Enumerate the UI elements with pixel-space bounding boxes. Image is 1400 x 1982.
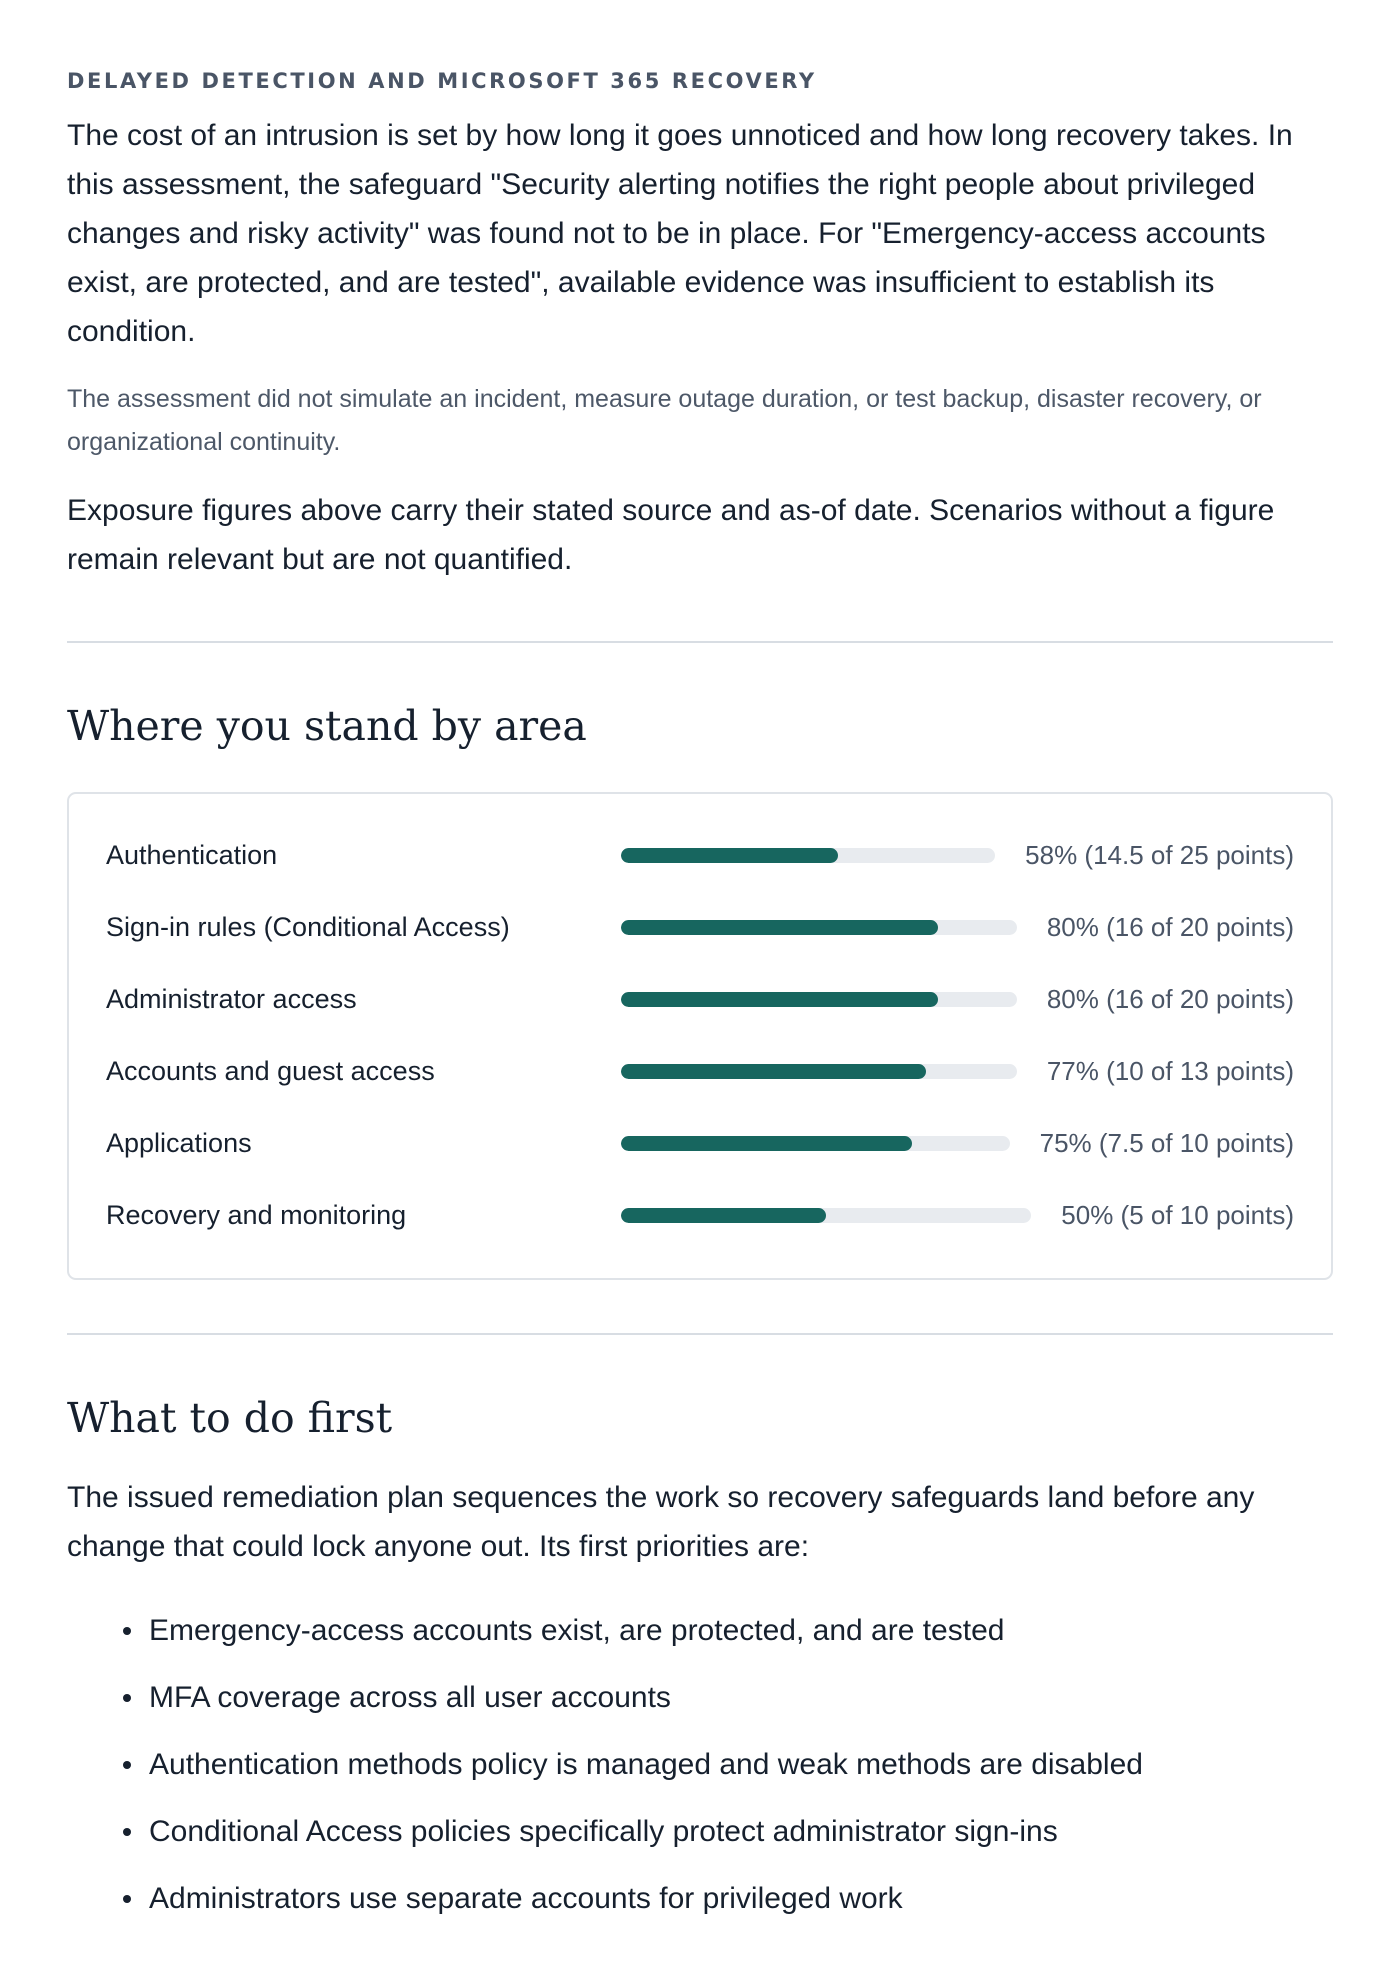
area-label: Authentication — [106, 839, 278, 870]
bullet-icon — [123, 1828, 131, 1836]
priority-text: MFA coverage across all user accounts — [149, 1680, 671, 1714]
detection-paragraph: The cost of an intrusion is set by how long it goes unnoticed and how long recovery takes. In this assessment, the safeguard "Security alerting notifies the right people about privileged changes and risky activity" was found not to be in place. For "Emergency-access accounts exist, are protected, and are tested", available evidence was insufficient to establish its condition. — [67, 119, 1293, 348]
area-scores-card — [67, 792, 1333, 1280]
bullet-icon — [123, 1895, 131, 1903]
area-progress-fill — [621, 1064, 926, 1079]
priority-text: Authentication methods policy is managed and weak methods are disabled — [149, 1747, 1143, 1781]
assessment-scope-note: The assessment did not simulate an incident, measure outage duration, or test backup, disaster recovery, or organizational continuity. — [67, 385, 1262, 456]
list-item — [67, 1597, 1333, 1664]
area-progress-fill — [621, 1136, 912, 1151]
list-item — [67, 1798, 1333, 1865]
priority-text: Conditional Access policies specifically protect administrator sign-ins — [149, 1814, 1058, 1848]
area-progress-track — [621, 1064, 1017, 1079]
priority-list — [67, 1597, 1333, 1932]
bullet-icon — [123, 1627, 131, 1635]
area-label: Recovery and monitoring — [106, 1199, 407, 1230]
bullet-icon — [123, 1761, 131, 1769]
area-score: 80% (16 of 20 points) — [1046, 983, 1294, 1014]
priority-text: Administrators use separate accounts for privileged work — [149, 1881, 903, 1915]
area-score: 80% (16 of 20 points) — [1046, 911, 1294, 942]
section-divider — [67, 1333, 1333, 1335]
list-item — [67, 1731, 1333, 1798]
list-item — [67, 1865, 1333, 1932]
area-row — [106, 1107, 1294, 1179]
area-row — [106, 1179, 1294, 1251]
list-item — [67, 1664, 1333, 1731]
bullet-icon — [123, 1694, 131, 1702]
area-progress-fill — [621, 1208, 826, 1223]
priority-text: Emergency-access accounts exist, are protected, and are tested — [149, 1613, 1005, 1647]
area-progress-fill — [621, 920, 938, 935]
area-progress-track — [621, 1136, 1010, 1151]
area-label: Accounts and guest access — [106, 1055, 435, 1086]
area-label: Sign-in rules (Conditional Access) — [106, 911, 510, 942]
area-row — [106, 963, 1294, 1035]
area-progress-fill — [621, 848, 838, 863]
area-row — [106, 819, 1294, 891]
area-progress-track — [621, 848, 995, 863]
area-label: Administrator access — [106, 983, 357, 1014]
area-label: Applications — [106, 1127, 252, 1158]
first-steps-title: What to do first — [67, 1394, 393, 1442]
area-score: 50% (5 of 10 points) — [1061, 1199, 1294, 1230]
area-score: 58% (14.5 of 25 points) — [1025, 839, 1294, 870]
area-progress-track — [621, 992, 1017, 1007]
area-score: 77% (10 of 13 points) — [1046, 1055, 1294, 1086]
area-row — [106, 891, 1294, 963]
area-score: 75% (7.5 of 10 points) — [1039, 1127, 1294, 1158]
area-progress-fill — [621, 992, 938, 1007]
standing-title: Where you stand by area — [67, 702, 587, 750]
first-steps-intro: The issued remediation plan sequences the work so recovery safeguards land before any change that could lock anyone out. Its first priorities are: — [67, 1481, 1255, 1563]
area-progress-track — [621, 920, 1017, 935]
area-row — [106, 1035, 1294, 1107]
section-divider — [67, 641, 1333, 643]
exposure-paragraph: Exposure figures above carry their stated source and as-of date. Scenarios without a figure remain relevant but are not quantified. — [67, 494, 1275, 576]
section-eyebrow: DELAYED DETECTION AND MICROSOFT 365 RECOVERY — [67, 69, 817, 93]
area-progress-track — [621, 1208, 1031, 1223]
